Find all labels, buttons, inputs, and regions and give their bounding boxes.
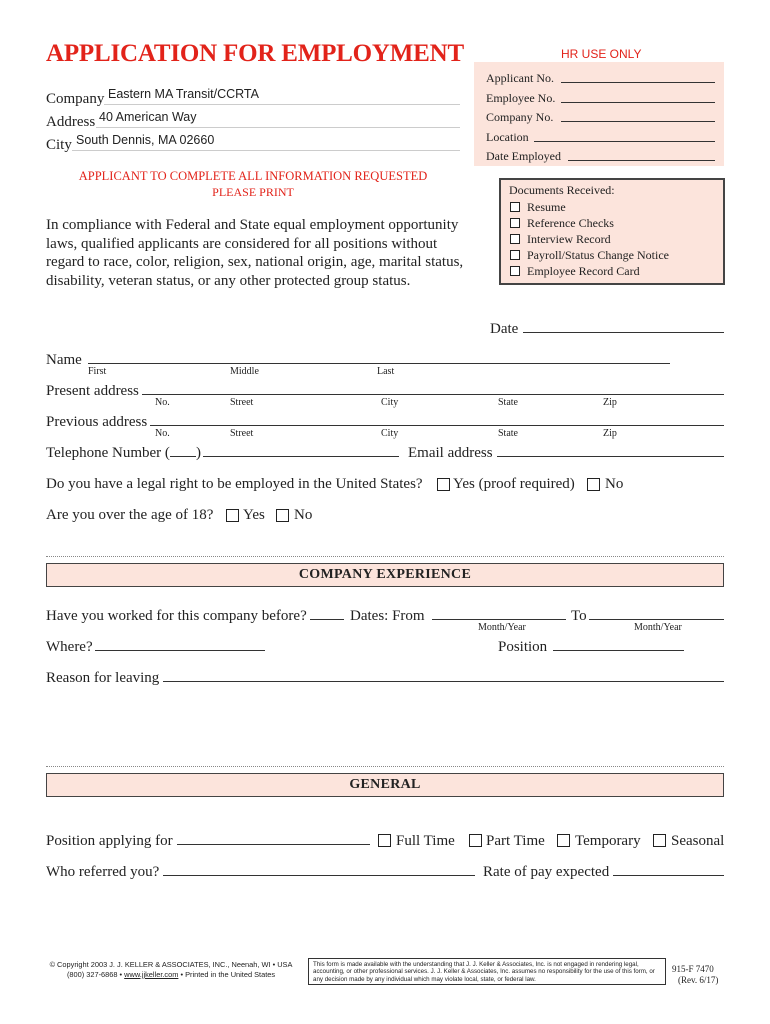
telephone-area-line[interactable]	[170, 456, 196, 457]
address-line	[96, 127, 460, 128]
location-label: Location	[486, 130, 529, 144]
address-label: Address	[46, 114, 96, 130]
date-line[interactable]	[523, 332, 724, 333]
where-label: Where?	[46, 639, 93, 655]
legal-right-yes-label: Yes (proof required)	[453, 476, 575, 492]
general-header	[46, 773, 724, 797]
city-label: City	[46, 137, 72, 153]
legal-right-yes-checkbox[interactable]	[437, 478, 450, 491]
position-label: Position	[498, 639, 548, 655]
rate-of-pay-line[interactable]	[613, 875, 724, 876]
employee-no-label: Employee No.	[486, 91, 556, 105]
compliance-line: laws, qualified applicants are considered for all positions without	[46, 235, 438, 252]
worked-before-line[interactable]	[310, 619, 344, 620]
legal-right-no-checkbox[interactable]	[587, 478, 600, 491]
website-link[interactable]: www.jjkeller.com	[124, 970, 179, 979]
to-month-year-sub: Month/Year	[634, 622, 682, 633]
city-value[interactable]: South Dennis, MA 02660	[76, 133, 215, 147]
reference-checks-checkbox[interactable]	[510, 218, 520, 228]
copyright-line2	[46, 970, 296, 980]
age-yes-checkbox[interactable]	[226, 509, 239, 522]
dates-to-line[interactable]	[589, 619, 724, 620]
copyright-phone: (800) 327-6868 •	[66, 970, 125, 979]
company-value[interactable]: Eastern MA Transit/CCRTA	[108, 87, 259, 101]
company-label: Company	[46, 91, 105, 107]
section-divider	[46, 556, 724, 557]
rate-of-pay-label: Rate of pay expected	[483, 864, 610, 880]
company-experience-heading: COMPANY EXPERIENCE	[298, 567, 472, 582]
dates-from-label: Dates: From	[350, 608, 425, 624]
resume-label: Resume	[527, 200, 566, 214]
copyright-text	[46, 960, 296, 980]
compliance-line: In compliance with Federal and State equal employment opportunity	[46, 217, 459, 233]
interview-record-label: Interview Record	[527, 232, 611, 246]
company-experience-header	[46, 563, 724, 587]
date-label: Date	[490, 321, 519, 337]
telephone-number-line[interactable]	[203, 456, 399, 457]
employee-record-card-checkbox[interactable]	[510, 266, 520, 276]
email-line[interactable]	[497, 456, 724, 457]
seasonal-label: Seasonal	[671, 833, 725, 849]
full-time-checkbox[interactable]	[378, 834, 391, 847]
present-city-sub: City	[381, 397, 399, 408]
general-heading: GENERAL	[349, 777, 421, 792]
employee-record-card-label: Employee Record Card	[527, 264, 640, 278]
where-line[interactable]	[95, 650, 265, 651]
dates-from-line[interactable]	[432, 619, 566, 620]
name-middle-sub: Middle	[230, 366, 259, 377]
company-no-label: Company No.	[486, 110, 554, 124]
previous-address-line[interactable]	[150, 425, 724, 426]
date-employed-line[interactable]	[568, 160, 715, 161]
company-no-line[interactable]	[561, 121, 715, 122]
instructions-line1: APPLICANT TO COMPLETE ALL INFORMATION REQUESTED	[78, 169, 428, 183]
applicant-no-label: Applicant No.	[486, 71, 554, 85]
date-employed-label: Date Employed	[486, 149, 561, 163]
telephone-label: Telephone Number (	[46, 445, 170, 461]
position-applying-label: Position applying for	[46, 833, 173, 849]
age-yes-label: Yes	[243, 507, 265, 523]
form-title: APPLICATION FOR EMPLOYMENT	[46, 40, 464, 67]
legal-right-no-label: No	[605, 476, 624, 492]
legal-right-question: Do you have a legal right to be employed in the United States?	[46, 476, 423, 492]
compliance-text	[46, 216, 486, 290]
payroll-status-label: Payroll/Status Change Notice	[527, 248, 669, 262]
disclaimer-text: This form is made available with the understanding that J. J. Keller & Associates, Inc. is not engaged in rendering legal, accounting, or other professional services. J. J. Keller & Associates, Inc. assumes no responsibility for the use of this form, or any decision made by any individual which may violate local, state, or federal law.	[313, 961, 655, 983]
present-address-label: Present address	[46, 383, 139, 399]
company-line	[104, 104, 460, 105]
previous-no-sub: No.	[155, 428, 170, 439]
compliance-line: disability, veteran status, or any other protected group status.	[46, 272, 411, 289]
name-first-sub: First	[88, 366, 107, 377]
full-time-label: Full Time	[396, 833, 455, 849]
interview-record-checkbox[interactable]	[510, 234, 520, 244]
present-state-sub: State	[498, 397, 518, 408]
reason-leaving-label: Reason for leaving	[46, 670, 160, 686]
referred-label: Who referred you?	[46, 864, 160, 880]
present-address-line[interactable]	[142, 394, 724, 395]
telephone-close-paren: )	[196, 445, 201, 461]
copyright-line1: © Copyright 2003 J. J. KELLER & ASSOCIATES, INC., Neenah, WI • USA	[49, 960, 293, 969]
part-time-label: Part Time	[486, 833, 545, 849]
reason-leaving-line[interactable]	[163, 681, 724, 682]
hr-use-only-label: HR USE ONLY	[561, 47, 642, 61]
payroll-status-checkbox[interactable]	[510, 250, 520, 260]
age-question: Are you over the age of 18?	[46, 507, 214, 523]
previous-street-sub: Street	[230, 428, 254, 439]
resume-checkbox[interactable]	[510, 202, 520, 212]
position-line[interactable]	[553, 650, 684, 651]
city-line	[72, 150, 460, 151]
previous-city-sub: City	[381, 428, 399, 439]
previous-state-sub: State	[498, 428, 518, 439]
documents-title: Documents Received:	[509, 183, 615, 197]
email-label: Email address	[408, 445, 493, 461]
previous-address-label: Previous address	[46, 414, 148, 430]
section-divider	[46, 766, 724, 767]
previous-zip-sub: Zip	[603, 428, 617, 439]
instructions-line2: PLEASE PRINT	[212, 185, 294, 199]
temporary-checkbox[interactable]	[557, 834, 570, 847]
referred-line[interactable]	[163, 875, 475, 876]
present-no-sub: No.	[155, 397, 170, 408]
address-value[interactable]: 40 American Way	[99, 110, 197, 124]
applicant-no-line[interactable]	[561, 82, 715, 83]
age-no-label: No	[294, 507, 313, 523]
compliance-line: regard to race, color, religion, sex, national origin, age, marital status,	[46, 254, 464, 270]
part-time-checkbox[interactable]	[469, 834, 482, 847]
reference-checks-label: Reference Checks	[527, 216, 614, 230]
age-no-checkbox[interactable]	[276, 509, 289, 522]
copyright-printed: • Printed in the United States	[178, 970, 276, 979]
disclaimer-box	[308, 958, 666, 985]
dates-to-label: To	[571, 608, 587, 624]
location-line[interactable]	[534, 141, 715, 142]
worked-before-label: Have you worked for this company before?	[46, 608, 307, 624]
position-applying-line[interactable]	[177, 844, 370, 845]
form-number: 915-F 7470	[672, 964, 714, 974]
from-month-year-sub: Month/Year	[478, 622, 526, 633]
present-street-sub: Street	[230, 397, 254, 408]
seasonal-checkbox[interactable]	[653, 834, 666, 847]
present-zip-sub: Zip	[603, 397, 617, 408]
name-label: Name	[46, 352, 82, 368]
name-line[interactable]	[88, 363, 670, 364]
employee-no-line[interactable]	[561, 102, 715, 103]
name-last-sub: Last	[377, 366, 395, 377]
revision: (Rev. 6/17)	[678, 975, 719, 985]
temporary-label: Temporary	[575, 833, 641, 849]
